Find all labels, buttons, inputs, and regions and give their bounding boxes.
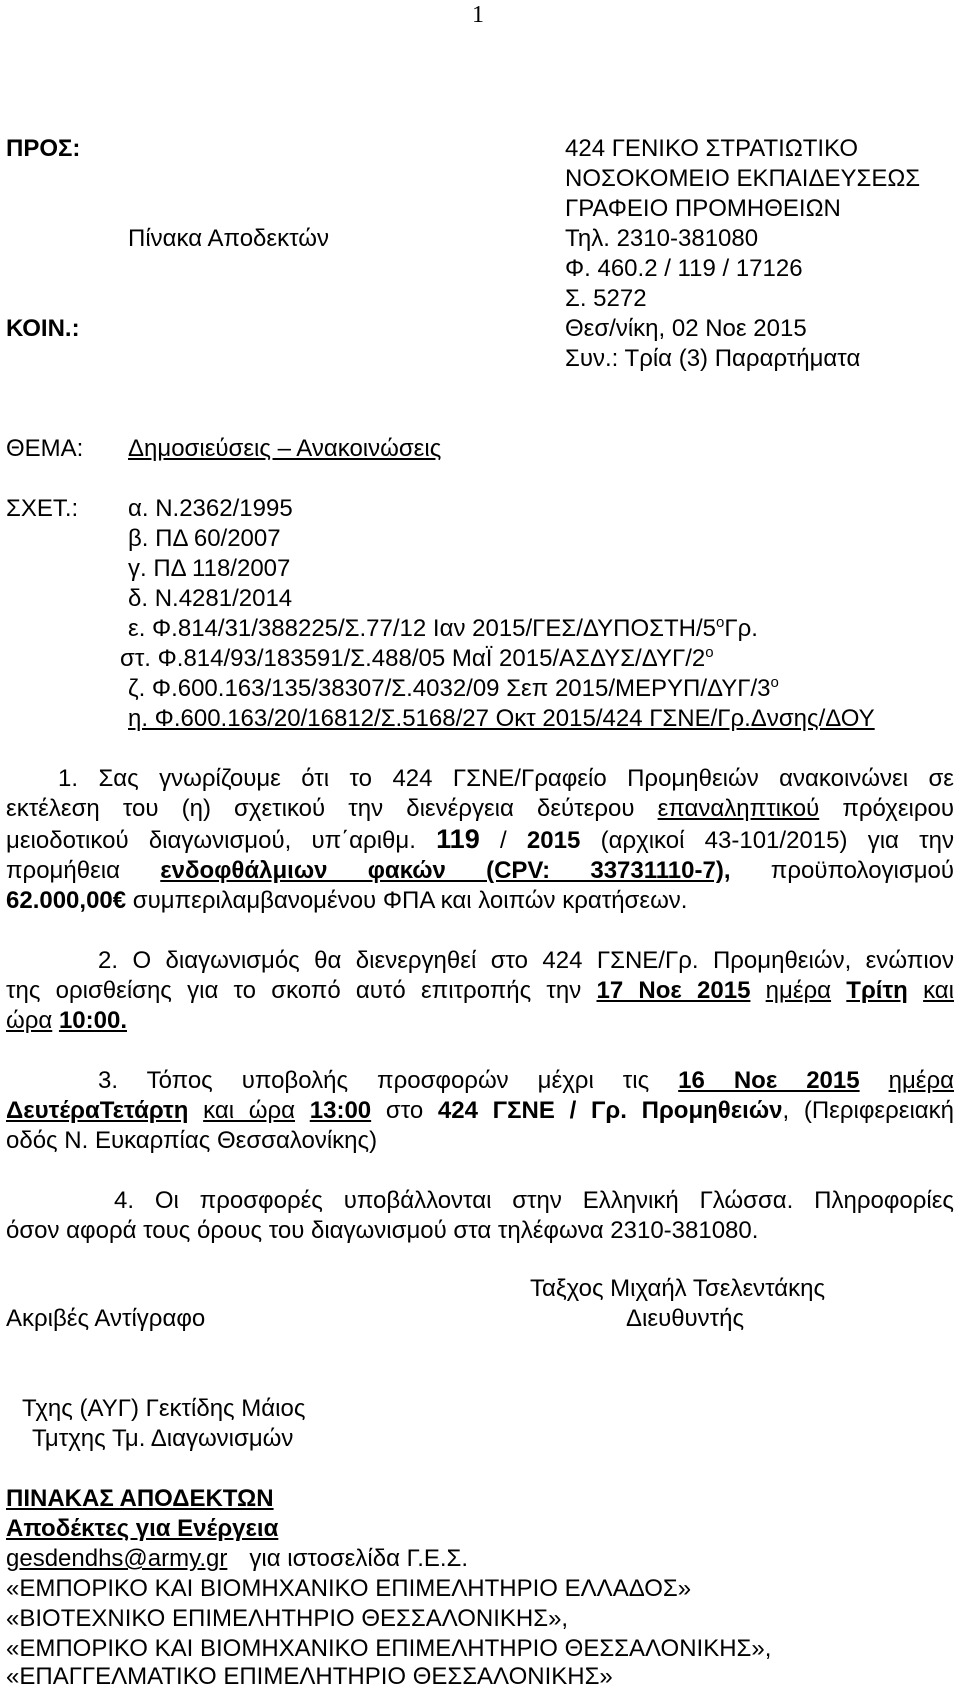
reference-item: β. ΠΔ 60/2007 xyxy=(128,525,281,552)
reference-item: δ. Ν.4281/2014 xyxy=(128,585,293,612)
paragraph-line: της ορισθείσης για το σκοπό αυτό επιτροπής την 17 Νοε 2015 ημέρα Τρίτη και xyxy=(6,977,954,1004)
paragraph-line: 4. Οι προσφορές υποβάλλονται στην Ελληνική Γλώσσα. Πληροφορίες xyxy=(114,1187,954,1214)
clerk-name: Τχης (ΑΥΓ) Γεκτίδης Μάιος xyxy=(22,1395,306,1422)
paragraph-line: προμήθεια ενδοφθάλμιων φακών (CPV: 33731110-7), προϋπολογισμού xyxy=(6,857,954,884)
paragraph-3 xyxy=(6,1066,954,1156)
paragraph-line: 62.000,00€ συμπεριλαμβανομένου ΦΠΑ και λοιπών κρατήσεων. xyxy=(6,887,688,914)
paragraph-line: ώρα 10:00. xyxy=(6,1007,127,1034)
paragraph-line: 1. Σας γνωρίζουμε ότι το 424 ΓΣΝΕ/Γραφείο Προμηθειών ανακοινώνει σε xyxy=(58,765,954,792)
paragraph-line: ΔευτέραΤετάρτη και ώρα 13:00 στο 424 ΓΣΝΕ / Γρ. Προμηθειών, (Περιφερειακή xyxy=(6,1097,955,1124)
to-label: ΠΡΟΣ: xyxy=(6,135,81,162)
paragraph-line: όσον αφορά τους όρους του διαγωνισμού στα τηλέφωνα 2310-381080. xyxy=(6,1217,759,1244)
reference-item: στ. Φ.814/93/183591/Σ.488/05 ΜαΪ $2015/A\Sigma\Delta\Upsilon\Sigma/\Delta\Upsilon\Gamma/2^o$ xyxy=(120,644,714,672)
reference-item: α. Ν.2362/1995 xyxy=(128,495,293,522)
paragraph-4 xyxy=(6,1186,954,1246)
subject-label: ΘΕΜΑ: xyxy=(6,435,84,462)
distribution-item: «ΒΙΟΤΕΧΝΙΚΟ ΕΠΙΜΕΛΗΤΗΡΙΟ ΘΕΣΣΑΛΟΝΙΚΗΣ», xyxy=(6,1605,569,1632)
paragraph-1 xyxy=(6,764,954,916)
paragraph-line: μειοδοτικού διαγωνισμού, υπ΄αριθμ. 119 / 2015 (αρχικοί 43-101/2015) για την xyxy=(6,824,955,854)
director-title: Διευθυντής xyxy=(626,1305,745,1332)
reference-item: γ. ΠΔ 118/2007 xyxy=(128,555,291,582)
email-link[interactable]: gesdendhs@army.gr xyxy=(6,1545,228,1572)
reference-item: ε. Φ.814/31/388225/Σ.77/12 Ιαν $2015/\Gamma E\Sigma/\Delta\Upsilon\Pi O\Sigma TH/5^o\Gamma\rho$. xyxy=(128,614,758,642)
sender-line: Τηλ. 2310-381080 xyxy=(565,225,759,252)
paragraph-line: εκτέλεση του (η) σχετικού την διενέργεια δεύτερου επαναληπτικού πρόχειρου xyxy=(6,795,954,822)
koin-label: ΚΟΙΝ.: xyxy=(6,315,80,342)
clerk-title: Τμτχης Τμ. Διαγωνισμών xyxy=(32,1425,294,1452)
director-name: Ταξχος Μιχαήλ Τσελεντάκης xyxy=(530,1275,826,1302)
reference-item: ζ. Φ.600.163/135/38307/Σ.4032/09 Σεπ $2015/MEP\Upsilon\Pi/\Delta\Upsilon\Gamma/3^o$ xyxy=(128,674,779,702)
sender-line: ΝΟΣΟΚΟΜΕΙΟ ΕΚΠΑΙΔΕΥΣΕΩΣ xyxy=(565,165,921,192)
paragraph-line: οδός Ν. Ευκαρπίας Θεσσαλονίκης) xyxy=(6,1127,378,1154)
sender-date: Θεσ/νίκη, 02 Νοε 2015 xyxy=(565,315,807,342)
sender-line: Σ. 5272 xyxy=(565,285,647,312)
recipients-ref: Πίνακα Αποδεκτών xyxy=(128,225,329,252)
distribution-item: «ΕΠΑΓΓΕΛΜΑΤΙΚΟ ΕΠΙΜΕΛΗΤΗΡΙΟ ΘΕΣΣΑΛΟΝΙΚΗΣ» xyxy=(6,1663,613,1690)
distribution-item: «ΕΜΠΟΡΙΚΟ ΚΑΙ ΒΙΟΜΗΧΑΝΙΚΟ ΕΠΙΜΕΛΗΤΗΡΙΟ ΘΕΣΣΑΛΟΝΙΚΗΣ», xyxy=(6,1635,772,1662)
sender-line: ΓΡΑΦΕΙΟ ΠΡΟΜΗΘΕΙΩΝ xyxy=(565,195,841,222)
distribution-title: ΠΙΝΑΚΑΣ ΑΠΟΔΕΚΤΩΝ xyxy=(6,1485,274,1512)
distribution-email-line xyxy=(6,1544,468,1574)
distribution-item: «ΕΜΠΟΡΙΚΟ ΚΑΙ ΒΙΟΜΗΧΑΝΙΚΟ ΕΠΙΜΕΛΗΤΗΡΙΟ ΕΛΛΑΔΟΣ» xyxy=(6,1575,692,1602)
references-label: ΣΧΕΤ.: xyxy=(6,495,79,522)
sender-attachments: Συν.: Τρία (3) Παραρτήματα xyxy=(565,345,861,372)
email-note: για ιστοσελίδα Γ.Ε.Σ. xyxy=(249,1545,469,1572)
reference-item: η. Φ.600.163/20/16812/Σ.5168/27 Οκτ 2015/424 ΓΣΝΕ/Γρ.Δνσης/ΔΟΥ xyxy=(128,705,875,732)
sender-line: 424 ΓΕΝΙΚΟ ΣΤΡΑΤΙΩΤΙΚΟ xyxy=(565,135,859,162)
paragraph-line: 3. Τόπος υποβολής προσφορών μέχρι τις 16 Νοε 2015 ημέρα xyxy=(98,1067,955,1094)
sender-line: Φ. 460.2 / 119 / 17126 xyxy=(565,255,803,282)
true-copy-label: Ακριβές Αντίγραφο xyxy=(6,1305,206,1332)
subject-text: Δημοσιεύσεις – Ανακοινώσεις xyxy=(128,435,442,462)
distribution-action-label: Αποδέκτες για Ενέργεια xyxy=(6,1515,279,1542)
paragraph-line: 2. Ο διαγωνισμός θα διενεργηθεί στο 424 ΓΣΝΕ/Γρ. Προμηθειών, ενώπιον xyxy=(98,947,954,974)
paragraph-2 xyxy=(6,946,954,1036)
page-number: 1 xyxy=(472,2,484,28)
